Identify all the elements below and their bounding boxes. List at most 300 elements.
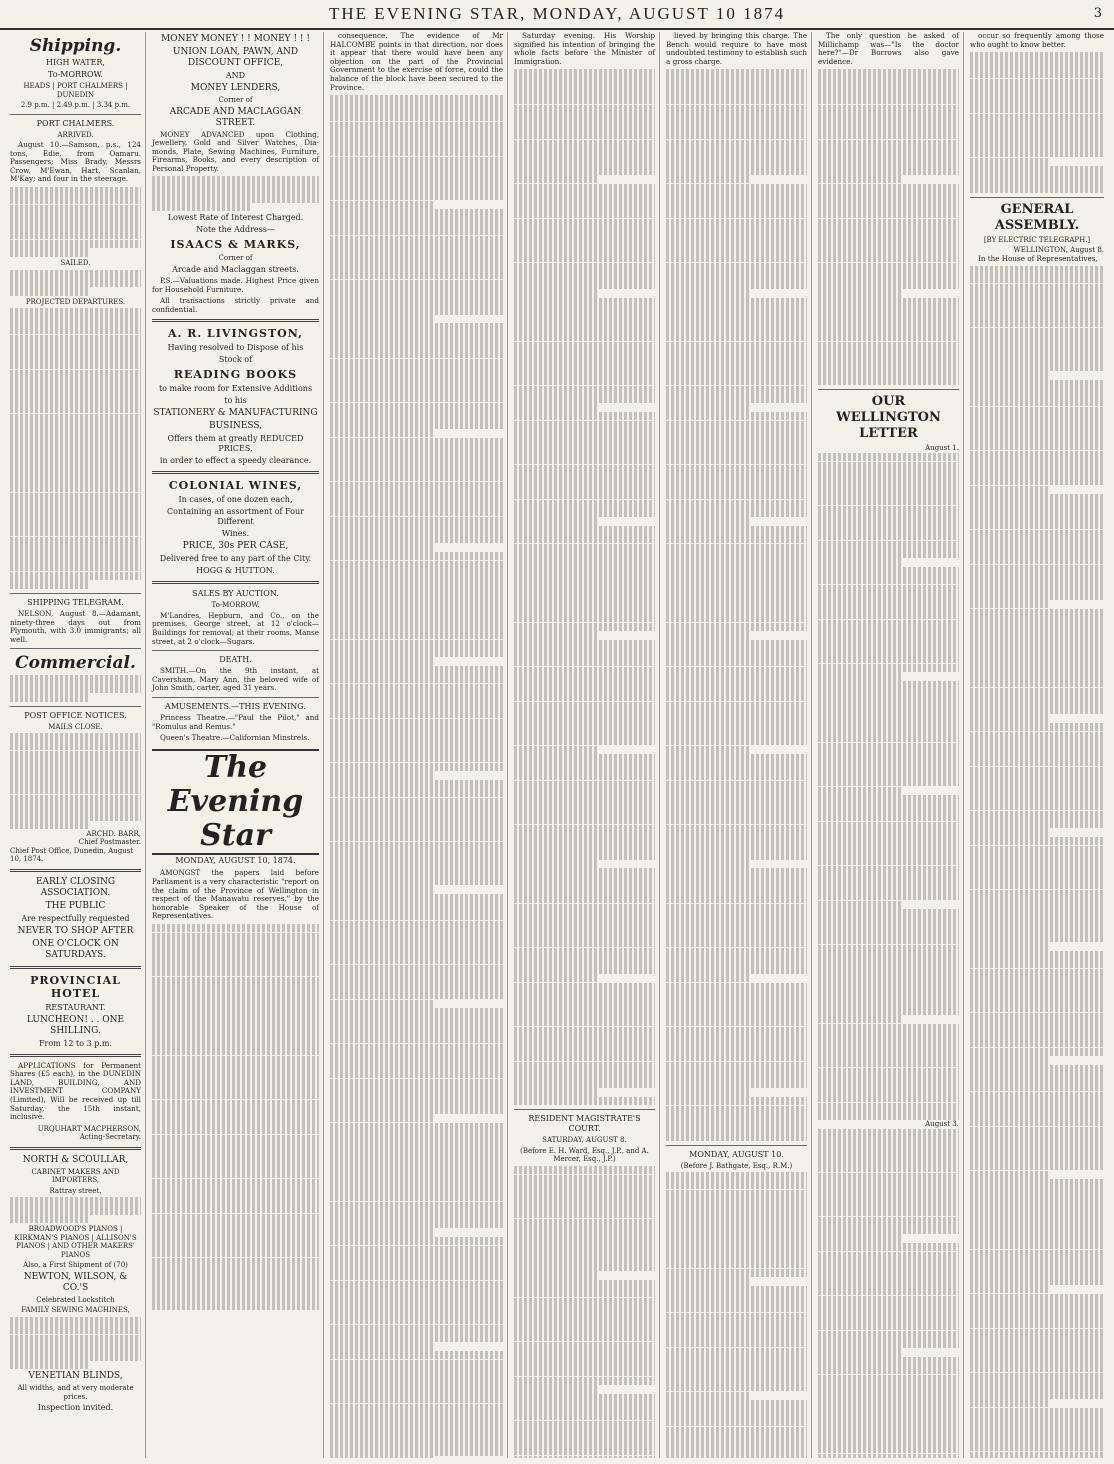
text-line	[330, 877, 503, 886]
text-line	[330, 385, 503, 394]
text-line	[818, 1103, 959, 1112]
note-address: Note the Address—	[196, 225, 275, 235]
money-heading: MONEY MONEY ! ! MONEY ! ! !	[160, 34, 311, 44]
text-line	[666, 921, 807, 930]
text-line	[666, 96, 807, 105]
text-line	[514, 825, 655, 834]
text-line	[666, 403, 751, 412]
text-line	[330, 1263, 503, 1272]
text-line	[330, 350, 503, 359]
text-line	[666, 69, 807, 78]
text-line	[514, 421, 655, 430]
text-line	[666, 201, 807, 210]
august-1: August 1.	[925, 444, 959, 453]
text-line	[970, 916, 1104, 925]
columns	[6, 32, 1108, 1458]
text-line	[666, 895, 807, 904]
text-line	[330, 666, 503, 675]
sailed: SAILED.	[60, 259, 91, 268]
text-line	[818, 78, 959, 87]
text-line	[818, 795, 959, 804]
text-line	[818, 1217, 959, 1226]
text-line	[818, 1094, 959, 1103]
north-scoullar: NORTH & SCOULLAR,	[22, 1154, 129, 1165]
text-line	[514, 930, 655, 939]
text-line	[330, 578, 503, 587]
text-line	[514, 473, 655, 482]
archd-barr: ARCHD. BARR,	[86, 829, 141, 838]
text-line	[970, 547, 1104, 556]
text-line	[818, 874, 959, 883]
text-line	[330, 429, 434, 438]
text-line	[330, 1456, 434, 1458]
text-line	[970, 626, 1104, 635]
text-line	[330, 1439, 503, 1448]
text-line	[818, 201, 959, 210]
text-line	[514, 974, 599, 983]
text-line	[818, 980, 959, 989]
text-line	[514, 702, 655, 711]
nelson-text: NELSON, August 8.—Adamant, ninety-three days out from Plymouth, with 3.0 immigrants; all well.	[10, 609, 141, 644]
reading-books: READING BOOKS	[173, 368, 298, 382]
text-line	[818, 113, 959, 122]
text-line	[330, 438, 503, 447]
text-line	[330, 1000, 434, 1009]
text-line	[514, 754, 655, 763]
text-line	[970, 1346, 1104, 1355]
all-widths: All widths, and at very moderate prices.	[17, 1384, 134, 1401]
text-line	[818, 602, 959, 611]
text-line	[514, 131, 655, 140]
house-of-reps: In the House of Representatives,	[978, 253, 1098, 263]
text-line	[666, 1313, 807, 1322]
text-line	[330, 1175, 503, 1184]
text-line	[514, 1306, 655, 1315]
text-line	[970, 1013, 1104, 1022]
luncheon: LUNCHEON! . . ONE SHILLING.	[26, 1014, 125, 1036]
text-line	[970, 266, 1104, 275]
text-line	[330, 1421, 503, 1430]
text-line	[514, 1342, 655, 1351]
text-line	[330, 1035, 503, 1044]
text-line	[666, 1000, 807, 1009]
text-line	[666, 974, 751, 983]
text-line	[970, 1039, 1104, 1048]
text-line	[330, 561, 503, 570]
masthead-title: THE EVENING STAR, MONDAY, AUGUST 10 1874	[328, 4, 786, 23]
text-line	[818, 839, 959, 848]
text-line	[970, 802, 1104, 811]
text-line	[818, 1383, 959, 1392]
text-line	[514, 1044, 655, 1053]
text-line	[514, 631, 599, 640]
text-line	[818, 96, 959, 105]
text-line	[666, 763, 807, 772]
text-line	[514, 649, 655, 658]
text-line	[330, 692, 503, 701]
urquhart: URQUHART MACPHERSON,	[37, 1124, 141, 1133]
text-line	[514, 438, 655, 447]
requested: Are respectfully requested	[21, 913, 130, 923]
text-line	[666, 851, 807, 860]
text-line	[666, 1044, 807, 1053]
text-line	[818, 514, 959, 523]
text-line	[330, 1246, 503, 1255]
text-line	[330, 1307, 503, 1316]
text-line	[666, 350, 807, 359]
text-line	[330, 1123, 503, 1132]
text-line	[514, 1070, 655, 1079]
text-line	[970, 898, 1104, 907]
text-line	[330, 912, 503, 921]
text-line	[818, 87, 959, 96]
from-time: From 12 to 3 p.m.	[38, 1038, 113, 1048]
text-line	[818, 620, 959, 629]
text-line	[818, 462, 959, 471]
text-line	[666, 1198, 807, 1207]
text-line	[970, 175, 1104, 184]
text-line	[666, 508, 807, 517]
text-line	[666, 1400, 807, 1409]
text-line	[818, 1032, 959, 1041]
text-line	[666, 877, 807, 886]
the-public: THE PUBLIC	[45, 900, 106, 911]
text-line	[514, 157, 655, 166]
text-line	[970, 336, 1104, 345]
text-line	[666, 904, 807, 913]
text-line	[514, 122, 655, 131]
text-line	[666, 667, 807, 676]
text-line	[970, 389, 1104, 398]
text-line	[666, 886, 807, 895]
also-first: Also, a First Shipment of (70)	[23, 1261, 128, 1270]
text-line	[330, 1140, 503, 1149]
to-his: to his	[224, 396, 247, 406]
text-line	[514, 113, 655, 122]
princess-theatre: Princess Theatre.—"Paul the Pilot," and "Romulus and Remus."	[152, 712, 319, 731]
text-line	[818, 1445, 959, 1454]
text-line	[666, 1216, 807, 1225]
text-line	[666, 491, 807, 500]
text-line	[666, 1088, 751, 1097]
text-line	[514, 728, 655, 737]
text-line	[330, 1342, 434, 1351]
text-line	[666, 157, 807, 166]
text-line	[970, 1364, 1104, 1373]
text-line	[666, 1330, 807, 1339]
text-line	[666, 1321, 807, 1330]
text-line	[514, 912, 655, 921]
text-line	[330, 227, 503, 236]
text-line	[970, 793, 1104, 802]
text-line	[514, 579, 655, 588]
text-line	[666, 868, 807, 877]
text-line	[818, 541, 959, 550]
text-line	[970, 1030, 1104, 1039]
text-line	[514, 359, 655, 368]
text-line	[818, 1269, 959, 1278]
text-line	[514, 816, 655, 825]
text-line	[666, 122, 807, 131]
text-line	[514, 289, 599, 298]
text-line	[330, 209, 503, 218]
text-line	[330, 1386, 503, 1395]
text-line	[818, 699, 959, 708]
text-line	[514, 807, 655, 816]
text-line	[818, 734, 959, 743]
text-line	[514, 1429, 655, 1438]
text-line	[666, 640, 807, 649]
text-line	[818, 289, 903, 298]
text-line	[666, 1207, 807, 1216]
text-line	[330, 490, 503, 499]
text-line	[514, 201, 655, 210]
text-line	[330, 306, 503, 315]
text-line	[666, 772, 807, 781]
text-line	[330, 1149, 503, 1158]
before-justices: (Before E. H. Ward, Esq., J.P., and A. Mercer, Esq., J.P.)	[520, 1146, 649, 1164]
text-line	[970, 158, 1050, 167]
text-line	[330, 95, 503, 104]
text-line	[818, 157, 959, 166]
text-line	[666, 728, 807, 737]
text-line	[818, 804, 959, 813]
text-line	[330, 1281, 503, 1290]
masthead	[0, 0, 1114, 30]
text-line	[514, 508, 655, 517]
text-line	[514, 675, 655, 684]
projected-departures: PROJECTED DEPARTURES.	[25, 297, 126, 306]
text-line	[970, 819, 1104, 828]
text-line	[666, 754, 807, 763]
text-line	[330, 806, 503, 815]
in-order: in order to effect a speedy clearance.	[159, 456, 312, 466]
text-line	[514, 1000, 655, 1009]
port-chalmers: PORT CHALMERS.	[36, 118, 115, 128]
text-line	[818, 997, 959, 1006]
text-line	[666, 1018, 807, 1027]
text-line	[514, 605, 655, 614]
text-line	[818, 1392, 959, 1401]
text-line	[818, 918, 959, 927]
text-line	[514, 1245, 655, 1254]
text-line	[666, 394, 807, 403]
text-line	[818, 1436, 959, 1445]
text-line	[818, 1208, 959, 1217]
text-line	[970, 679, 1104, 688]
text-line	[970, 890, 1104, 899]
text-line	[970, 184, 1104, 193]
text-line	[514, 324, 655, 333]
text-line	[330, 183, 503, 192]
text-line	[514, 860, 599, 869]
text-line	[330, 201, 434, 210]
text-line	[818, 883, 959, 892]
text-line	[330, 868, 503, 877]
text-line	[514, 552, 655, 561]
text-line	[666, 473, 807, 482]
text-line	[514, 877, 655, 886]
text-line	[818, 681, 959, 690]
leader-opening: AMONGST the papers laid before Parliament is a very characteristic "report on the claim of the Province of Wellington in respect of the Manawatu reserves," by the honorable Speaker of the House of Representatives.	[152, 868, 319, 921]
text-line	[970, 723, 1104, 732]
text-line	[970, 538, 1104, 547]
text-line	[818, 1322, 959, 1331]
text-line	[514, 614, 655, 623]
column-4	[510, 32, 660, 1458]
text-line	[970, 1434, 1104, 1443]
text-line	[666, 271, 807, 280]
shipping-heading: Shipping.	[29, 36, 122, 56]
text-line	[970, 925, 1104, 934]
text-line	[666, 184, 807, 193]
provincial-hotel: PROVINCIAL HOTEL	[30, 973, 121, 1000]
text-line	[330, 1008, 503, 1017]
text-line	[970, 1083, 1104, 1092]
text-line	[818, 532, 959, 541]
text-line	[818, 184, 959, 193]
text-line	[330, 517, 503, 526]
text-line	[666, 1365, 807, 1374]
text-line	[514, 315, 655, 324]
text-line	[514, 184, 655, 193]
text-line	[330, 569, 503, 578]
text-line	[818, 725, 959, 734]
text-line	[970, 1232, 1104, 1241]
text-line	[970, 530, 1104, 539]
text-line	[818, 306, 959, 315]
text-line	[970, 61, 1104, 70]
text-line	[970, 424, 1104, 433]
text-line	[514, 1009, 655, 1018]
text-line	[330, 376, 503, 385]
text-line	[818, 787, 903, 796]
text-line	[818, 822, 959, 831]
text-line	[666, 1427, 807, 1436]
text-line	[514, 1227, 655, 1236]
text-line	[970, 1144, 1104, 1153]
text-line	[330, 719, 503, 728]
text-line	[514, 465, 655, 474]
text-line	[818, 945, 959, 954]
text-line	[970, 512, 1104, 521]
text-line	[514, 623, 655, 632]
text-line	[330, 262, 503, 271]
text-line	[818, 866, 959, 875]
wellington-letter: OUR WELLINGTON LETTER	[836, 394, 941, 442]
text-line	[666, 438, 807, 447]
text-line	[666, 737, 807, 746]
text-line	[818, 1181, 959, 1190]
high-water: HIGH WATER,	[46, 58, 105, 67]
text-line	[514, 851, 655, 860]
text-line	[330, 1412, 503, 1421]
text-line	[818, 1348, 903, 1357]
text-line	[330, 174, 503, 183]
text-line	[666, 816, 807, 825]
text-line	[818, 227, 959, 236]
text-line	[514, 500, 655, 509]
text-line	[818, 1111, 959, 1120]
text-line	[514, 1280, 655, 1289]
text-line	[330, 1044, 503, 1053]
text-line	[666, 1374, 807, 1383]
one-oclock: ONE O'CLOCK ON SATURDAYS.	[32, 938, 119, 960]
text-line	[666, 1190, 807, 1199]
text-line	[330, 394, 503, 403]
text-line	[330, 332, 503, 341]
text-line	[514, 956, 655, 965]
text-line	[818, 655, 959, 664]
text-line	[666, 166, 807, 175]
text-line	[970, 292, 1104, 301]
text-line	[970, 1373, 1104, 1382]
text-line	[330, 631, 503, 640]
text-line	[666, 991, 807, 1000]
text-line	[330, 1404, 503, 1413]
text-line	[818, 813, 959, 822]
arcade-2: Arcade and Maclaggan streets.	[172, 264, 299, 274]
text-line	[818, 470, 959, 479]
inspection: Inspection invited.	[37, 1403, 114, 1413]
text-line	[514, 1210, 655, 1219]
text-line	[330, 420, 503, 429]
text-line	[330, 315, 434, 324]
text-line	[970, 451, 1104, 460]
text-line	[970, 345, 1104, 354]
text-line	[970, 1223, 1104, 1232]
text-line	[666, 1304, 807, 1313]
text-line	[330, 1430, 503, 1439]
text-line	[330, 754, 503, 763]
text-line	[970, 942, 1050, 951]
text-line	[666, 421, 807, 430]
text-line	[666, 561, 807, 570]
text-line	[514, 1097, 655, 1106]
death-notice: SMITH.—On the 9th instant, at Caversham, Mary Ann, the beloved wife of John Smith, carter, aged 31 years.	[152, 666, 319, 693]
venetian-blinds: VENETIAN BLINDS,	[28, 1371, 123, 1382]
text-line	[514, 921, 655, 930]
text-line	[818, 105, 959, 114]
text-line	[970, 1048, 1104, 1057]
evening-star-title: The Evening Star	[152, 749, 319, 855]
text-line	[970, 1452, 1104, 1458]
text-line	[970, 907, 1104, 916]
col5-opening: lieved by bringing this charge. The Bench would require to have most undoubted testimony to establish such a gross charge.	[666, 32, 807, 66]
text-line	[330, 130, 503, 139]
text-line	[330, 1377, 503, 1386]
text-line	[514, 719, 655, 728]
text-line	[330, 552, 503, 561]
text-line	[818, 953, 959, 962]
text-line	[330, 894, 503, 903]
text-line	[666, 175, 751, 184]
text-line	[330, 1351, 503, 1360]
text-line	[818, 1059, 959, 1068]
text-line	[970, 573, 1104, 582]
text-line	[666, 1035, 807, 1044]
text-line	[514, 1456, 655, 1458]
text-line	[330, 1070, 503, 1079]
text-line	[330, 403, 503, 412]
text-line	[514, 789, 655, 798]
text-line	[666, 412, 807, 421]
family-sewing: FAMILY SEWING MACHINES,	[21, 1306, 130, 1315]
text-line	[514, 1403, 655, 1412]
text-line	[818, 1287, 959, 1296]
text-line	[514, 271, 655, 280]
text-line	[514, 1289, 655, 1298]
